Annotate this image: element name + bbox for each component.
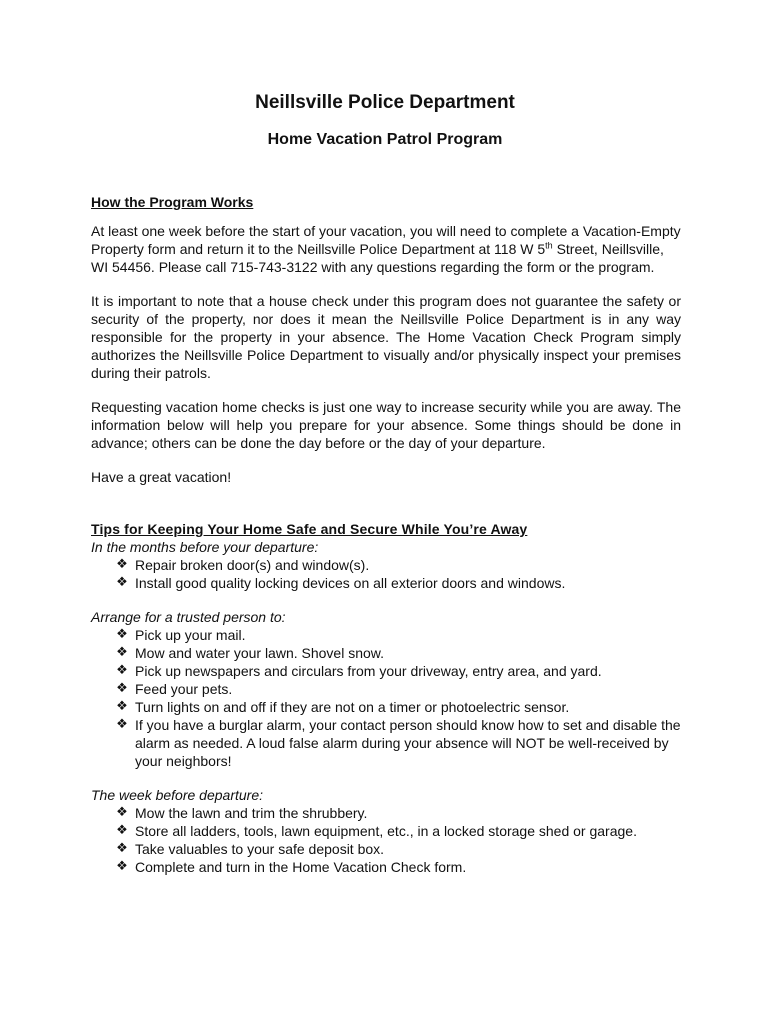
list-item-text: Install good quality locking devices on all exterior doors and windows. <box>135 575 566 591</box>
tips-list-months-before <box>91 556 681 592</box>
list-item-text: Complete and turn in the Home Vacation Check form. <box>135 859 467 875</box>
diamond-bullet-icon: ❖ <box>116 699 128 714</box>
list-item <box>114 644 681 662</box>
tips-list-trusted-person <box>91 626 681 770</box>
page-title: Neillsville Police Department <box>255 92 515 113</box>
paragraph-instructions-text-end: Street, Neillsville, WI 54456. Please call 715-743-3122 with any questions regarding the form or the program. <box>91 241 664 275</box>
paragraph-instructions <box>91 222 681 276</box>
tips-group-label: Arrange for a trusted person to: <box>91 609 286 625</box>
list-item-text: Pick up newspapers and circulars from your driveway, entry area, and yard. <box>135 663 602 679</box>
list-item <box>114 556 681 574</box>
list-item-text: Store all ladders, tools, lawn equipment, etc., in a locked storage shed or garage. <box>135 823 637 839</box>
list-item-text: Mow and water your lawn. Shovel snow. <box>135 645 385 661</box>
list-item <box>114 716 681 770</box>
list-item-text: Repair broken door(s) and window(s). <box>135 557 370 573</box>
document-body <box>91 193 681 876</box>
section-heading-tips: Tips for Keeping Your Home Safe and Secure While You’re Away <box>91 521 528 537</box>
paragraph-preparation: Requesting vacation home checks is just one way to increase security while you are away. The information below will help you prepare for your absence. Some things should be done in advance; others can be done the day before or the day of your departure. <box>91 399 681 451</box>
list-item <box>114 822 681 840</box>
list-item-text: Feed your pets. <box>135 681 233 697</box>
paragraph-disclaimer: It is important to note that a house check under this program does not guarantee the safety or security of the property, nor does it mean the Neillsville Police Department is in any way responsible for the property in your absence. The Home Vacation Check Program simply authorizes the Neillsville Police Department to visually and/or physically inspect your premises during their patrols. <box>91 293 681 381</box>
diamond-bullet-icon: ❖ <box>116 859 128 874</box>
diamond-bullet-icon: ❖ <box>116 645 128 660</box>
list-item-text: If you have a burglar alarm, your contact person should know how to set and disable the alarm as needed. A loud false alarm during your absence will NOT be well-received by your neighbors! <box>135 717 681 769</box>
list-item <box>114 574 681 592</box>
diamond-bullet-icon: ❖ <box>116 557 128 572</box>
diamond-bullet-icon: ❖ <box>116 663 128 678</box>
page-subtitle: Home Vacation Patrol Program <box>267 131 503 148</box>
paragraph-instructions-text: At least one week before the start of your vacation, you will need to complete a Vacation-Empty Property form and return it to the Neillsville Police Department at 118 W 5 <box>91 223 681 257</box>
list-item <box>114 626 681 644</box>
list-item-text: Take valuables to your safe deposit box. <box>135 841 385 857</box>
tips-group-label: In the months before your departure: <box>91 539 319 555</box>
tips-group-label: The week before departure: <box>91 787 263 803</box>
diamond-bullet-icon: ❖ <box>116 575 128 590</box>
list-item-text: Turn lights on and off if they are not on a timer or photoelectric sensor. <box>135 699 570 715</box>
list-item <box>114 698 681 716</box>
list-item <box>114 680 681 698</box>
list-item <box>114 858 681 876</box>
diamond-bullet-icon: ❖ <box>116 841 128 856</box>
tips-list-week-before <box>91 804 681 876</box>
list-item <box>114 804 681 822</box>
diamond-bullet-icon: ❖ <box>116 805 128 820</box>
diamond-bullet-icon: ❖ <box>116 823 128 838</box>
diamond-bullet-icon: ❖ <box>116 717 128 732</box>
ordinal-suffix: th <box>545 240 553 251</box>
list-item-text: Mow the lawn and trim the shrubbery. <box>135 805 368 821</box>
list-item <box>114 840 681 858</box>
paragraph-closing: Have a great vacation! <box>91 469 232 485</box>
list-item-text: Pick up your mail. <box>135 627 246 643</box>
diamond-bullet-icon: ❖ <box>116 627 128 642</box>
diamond-bullet-icon: ❖ <box>116 681 128 696</box>
list-item <box>114 662 681 680</box>
section-heading-how-it-works: How the Program Works <box>91 194 254 210</box>
